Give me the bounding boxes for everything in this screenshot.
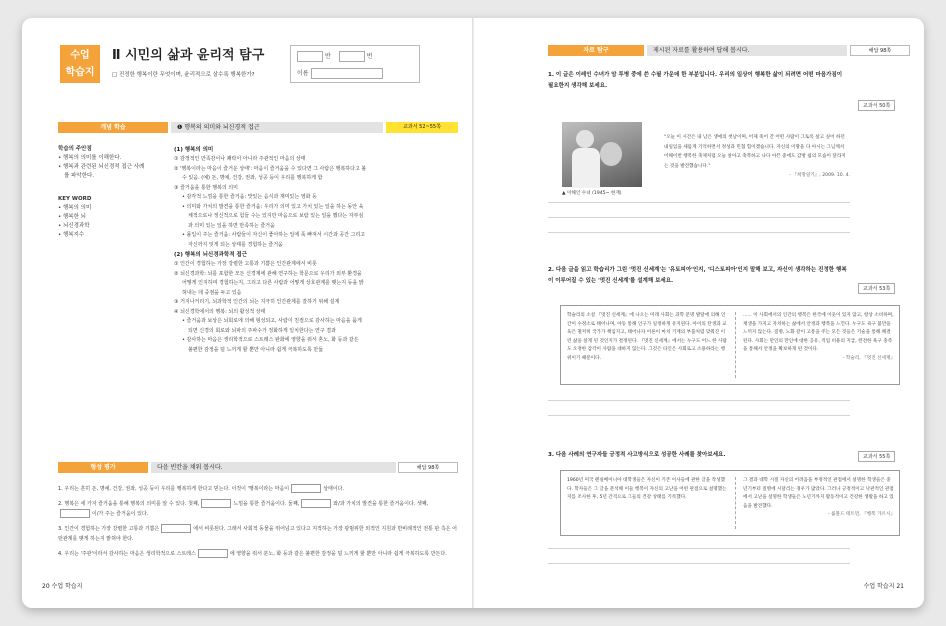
name-row	[297, 68, 385, 80]
quiz-text: 2. 행복은 세 가지 즐거움을 통해 행복의 의미를 알 수 있다. 첫째,	[58, 500, 200, 507]
content-line: ③ 거지나거리기, 뇌과학적 인간의 뇌는 지극히 인간관계를 잘하기 위해 설계	[174, 299, 340, 305]
quote-text: "오늘 이 시간은 내 남은 생애의 첫날이며, 어제 죽어 간 어떤 사람이 그토록 살고 싶어 하던 내일임을 새롭게 기억하면서 정성과 민첩 힘이겠습니다. 자신의 이땅을 다 아시는 그님께서 이해이번 행복한 축제처럼 오늘 살아고 축복하고 나다 아픈 중에도 감방 쉽의 모습이 달라지는 것을 발견했습니다."	[664, 135, 846, 169]
class-field[interactable]	[297, 51, 323, 62]
q3-reference: 교과서 55쪽	[858, 451, 895, 462]
quiz-text: 이/가 주는 즐거움이 있다.	[92, 511, 149, 517]
goal-title: 학습의 주안점	[58, 146, 92, 152]
nun-photo	[562, 122, 642, 187]
quiz-text: 3. 인간이 경험하는 가장 강렬한 고통과 기쁨은	[58, 525, 160, 532]
quiz-text: 4. 우리는 '주관'이라서 감사하는 마음은 생리학적으로 스트레스	[58, 550, 196, 557]
q2-source: - 학슬리, 『멋진 신세계』	[842, 355, 895, 361]
name-field[interactable]	[311, 68, 383, 79]
quiz-question	[58, 499, 458, 520]
content-line: 불편한 감정을 덜 느끼게 할 뿐만 아니라 쉽게 극복하도록 만듦	[188, 346, 324, 353]
keyword-item: • 행복한 뇌	[58, 214, 86, 220]
class-label: 반	[325, 53, 331, 60]
student-id-box	[290, 45, 420, 83]
quiz-bar-label: 형성 평가	[58, 462, 148, 473]
concept-bar-title: ❶ 행복의 의미와 뇌신경적 접근	[171, 122, 383, 133]
goal-item: 를 파악한다.	[64, 173, 95, 179]
question-3: 3. 다음 사례의 연구자들 긍정적 사고방식으로 성공한 사례를 찾아보세요.	[548, 452, 726, 458]
quiz-bar	[58, 462, 458, 473]
content-line: 체적으로나 정신적으로 힘들 수는 있지만 마음으로 보람 있는 일을 했다는 자부심	[188, 213, 364, 219]
q3-reading-box	[560, 470, 900, 536]
quiz-bar-title: 다음 빈칸을 채워 봅시다.	[151, 462, 396, 473]
content-line: 되면 신경의 회로와 뇌파의 주파수가 정화하게 일치한다는 연구 결과	[188, 327, 336, 334]
resource-bar-tag: 해답 98쪽	[850, 45, 910, 56]
q2-right-col	[737, 312, 901, 363]
quiz-text: 와/과 가치의 발견을 통한 즐거움이다. 셋째,	[333, 500, 429, 507]
content-line: ③ 즐거움을 통한 행복의 의미	[174, 184, 238, 191]
chapter-title: Ⅱ 시민의 삶과 윤리적 탐구	[112, 48, 265, 63]
left-footer: 20 수업 학습지	[42, 583, 83, 590]
goal-item: • 행복의 의미를 이해한다.	[58, 155, 122, 161]
quiz-blank[interactable]	[198, 549, 228, 558]
content-line: ④ 뇌신경학에서의 행복: 뇌의 활성적 상태	[174, 308, 266, 315]
content-line: ② 뇌신경과학: 뇌를 포함한 모든 신경계에 관해 연구하는 학문으로 우리가 외부 환경을	[174, 270, 362, 277]
chapter-question: □ 진정한 행복이란 무엇이며, 윤리적으로 살수록 행복한가?	[112, 72, 255, 78]
q3-right-text: 그 결과 대학 시절 자신의 어려움을 부정적인 관점에서 설명한 학생들은 중년기부터 질병에 시달리는 경우가 많았다. 그러나 긍정적이고 낙관적인 관점에서 고난을 설명한 학생들은 노년기까지 활동적이고 건강한 생활을 하고 있음을 발견했다.	[743, 478, 894, 509]
q3-answer-lines[interactable]	[548, 548, 850, 578]
q3-left-text: 1960년 미국 펜실베이니아 대학생들은 자신이 기존 이사들에 관한 글을 작성했다. 학자들은 그 글을 분석해 이들 행복이 자신의 고난을 어떤 관점으로 설명했는지를 조사한 후, 5년 간격으로 그들의 건강 상태를 기록했다.	[567, 478, 727, 500]
quiz-text: 느낌을 통한 즐거움이다. 둘째,	[233, 500, 300, 507]
q2-reading-box	[560, 305, 900, 385]
content-line: • 몰입이 주는 즐거움: 사람들이 자신이 좋아하는 일에 푹 빠져서 시간과 공간 그리고	[182, 232, 366, 238]
quiz-blank[interactable]	[60, 509, 90, 518]
learning-sidebar	[58, 145, 168, 240]
concept-content	[174, 145, 456, 355]
content-line: 수 있음. (예) 돈, 명예, 건강, 권좌, 성공 등이 우리를 행복하게 함	[182, 175, 323, 181]
quiz-list	[58, 484, 458, 563]
goal-list	[58, 154, 168, 181]
content-line: • 감사하는 마음은 생리학적으로 스트레스 완화에 영향을 줘서 혼노, 화 등과 같은	[182, 337, 359, 343]
quote-source: - 『희망일기』, 2009. 10. 4.	[789, 173, 850, 178]
photo-caption: ▲ 이해인 수녀 (1945~ 현재)	[562, 191, 622, 196]
content-line: • 의미와 가치의 발견을 통한 즐거움: 우리가 의미 있고 가치 있는 일을 하는 동안 육	[182, 203, 364, 210]
content-line: (2) 행복의 뇌신경과학적 접근	[174, 252, 248, 258]
number-field[interactable]	[339, 51, 365, 62]
content-line: • 즐거움과 보상은 뇌회로에 의해 형성되고, 사람이 친절으로 감사하는 마음을 품게	[182, 318, 362, 324]
question-2: 2. 다음 글을 읽고 학습리가 그린 '멋진 신세계'는 '유토피아'인지, '디스토피아'인지 말해 보고, 자신이 생각하는 진정한 행복이 이루어질 수 있는 '멋진 신세계'를 설계해 보세요.	[548, 267, 847, 284]
content-line: 자신까지 잊게 되는 상태를 경험하는 즐거움	[188, 241, 283, 248]
quiz-blank[interactable]	[201, 499, 231, 508]
quiz-question	[58, 484, 458, 495]
question-1: 1. 이 글은 이레인 수녀가 암 투병 중에 쓴 수필 가운데 한 부분입니다. 우리의 일상이 행복한 삶이 되려면 어떤 마음가짐이 필요한지 생각해 보세요.	[548, 72, 843, 89]
q1-reference: 교과서 50쪽	[858, 100, 895, 111]
q3-source: - 룰볼드 테트먼, 『행복 가르시』	[828, 512, 895, 517]
keyword-item: • 뇌신경과학	[58, 223, 90, 229]
content-line: 혀내는 데 중점을 두고 있음	[182, 289, 242, 296]
q3-right-col	[737, 477, 901, 520]
worksheet-badge: 수업 학습지	[60, 45, 100, 83]
content-line: • 감각적 느낌을 통한 즐거움: 맛있는 음식과 재미있는 영화 등	[182, 194, 317, 200]
content-line: 과 의미 있는 일을 하면 만족하는 즐거움	[188, 222, 275, 229]
q2-divider	[735, 312, 736, 378]
concept-bar-tag: 교과서 52~55쪽	[386, 122, 458, 133]
resource-bar	[548, 45, 910, 56]
content-line: ② '행복이라는 마음이 즐거운 상태': 마음이 즐거움을 수 있다면 그 사람은 행복하다고 볼	[174, 165, 367, 172]
resource-bar-title: 제시된 자료를 활용하여 답해 봅시다.	[647, 45, 847, 56]
q2-right-text: ...... 이 사회에서의 인간의 행복은 한국에 이웃이 있지 않고, 항상 소비하며, 재생을 가지고 자치하는 삶에서 안정과 행복을 느낀다. 누구도 욕구 불만을 느끼지 않는다. 질병, 노화 같이 고통을 주는 모든 것들은 기술을 통해 해결된다. 사회는 만인의 만인에 대한 공유, 직업 비용의 지급, 완전한 욕구 충족을 통해서 안정을 확보하게 된 것이다.	[743, 313, 894, 352]
q2-answer-lines[interactable]	[548, 400, 850, 430]
keyword-item: • 행복의 의미	[58, 205, 92, 211]
quiz-blank[interactable]	[301, 499, 331, 508]
left-page	[22, 18, 472, 608]
q2-reference: 교과서 53쪽	[858, 283, 895, 294]
concept-bar-label: 개념 학습	[58, 122, 168, 133]
content-line: 어떻게 인지하며 경험하는지, 그리고 다른 사람과 어떻게 상호관계를 맺는지 등을 밝	[182, 280, 364, 286]
concept-bar	[58, 122, 458, 133]
quiz-question	[58, 549, 458, 560]
quiz-bar-tag: 해답 98쪽	[398, 462, 458, 473]
right-page	[474, 18, 924, 608]
content-line: ① 인간이 경험하는 가장 강렬한 고통과 기쁨은 인간관계에서 비롯	[174, 261, 317, 267]
goal-item: • 행복과 관련된 뇌신경적 접근 사례	[58, 164, 145, 170]
quiz-text: 에서 비롯된다. 그래서 사회적 동물을 뛰어넘고 있다고 지적하는 가장 광범위한 외적인 지원과 반비례적인 전통 판 측은 어떤관계를 맺게 하는지 밝혀야 한다.	[58, 525, 457, 542]
keyword-item: • 행복지수	[58, 232, 85, 238]
q2-left-text: 학슬리의 소설 『멋진 신세계』에 나오는 미래 사회는 과학 문명 발달에 의해 인간이 수정소로 태어나며, 아동 통해 인구가 일정하게 유지된다. 아이의 탄생과 교육은 철저히 국가가 책임지고, 태어나자 어른이 마치 기계의 부품처럼 맞춰진 이런 삶을 살게 된 것인지가 결정된다. 『멋진 신세계』에서는 누구도 어느 한 사람도 오정한 감각이 사람을 대하지 않는다. 그것은 타인은 사회로고 소용하라는 행위이기 때문이다.	[567, 313, 727, 361]
content-line: ① 감정적인 만족감이나 쾌락이 아니라 주관적인 마음의 상태	[174, 156, 306, 162]
q3-divider	[735, 477, 736, 529]
quiz-blank[interactable]	[291, 484, 321, 493]
textbook-spread	[22, 18, 924, 608]
quiz-question	[58, 524, 458, 545]
resource-bar-label: 자료 탐구	[548, 45, 644, 56]
quiz-text: 1. 우리는 흔히 돈, 명예, 건강, 권좌, 성공 등이 우리를 행복하게 한다고 믿는다. 이것이 '행복이라는 마음이	[58, 486, 290, 492]
q1-answer-lines[interactable]	[548, 202, 850, 247]
number-label: 번	[366, 53, 373, 60]
quiz-text: 상태이다.	[323, 486, 345, 492]
content-line: (1) 행복의 의미	[174, 147, 214, 153]
quiz-blank[interactable]	[161, 524, 191, 533]
right-footer: 수업 학습지 21	[863, 583, 904, 590]
keyword-list	[58, 204, 168, 240]
quiz-text: 에 영향을 줘서 분노, 화 등과 같은 불편한 감정을 덜 느끼게 할 뿐만 아니라 쉽게 극복하도록 만든다.	[229, 550, 447, 557]
keyword-title: KEY WORD	[58, 196, 92, 202]
name-label: 이름	[297, 70, 309, 77]
q1-quote	[664, 133, 850, 181]
class-number-row	[297, 51, 373, 63]
